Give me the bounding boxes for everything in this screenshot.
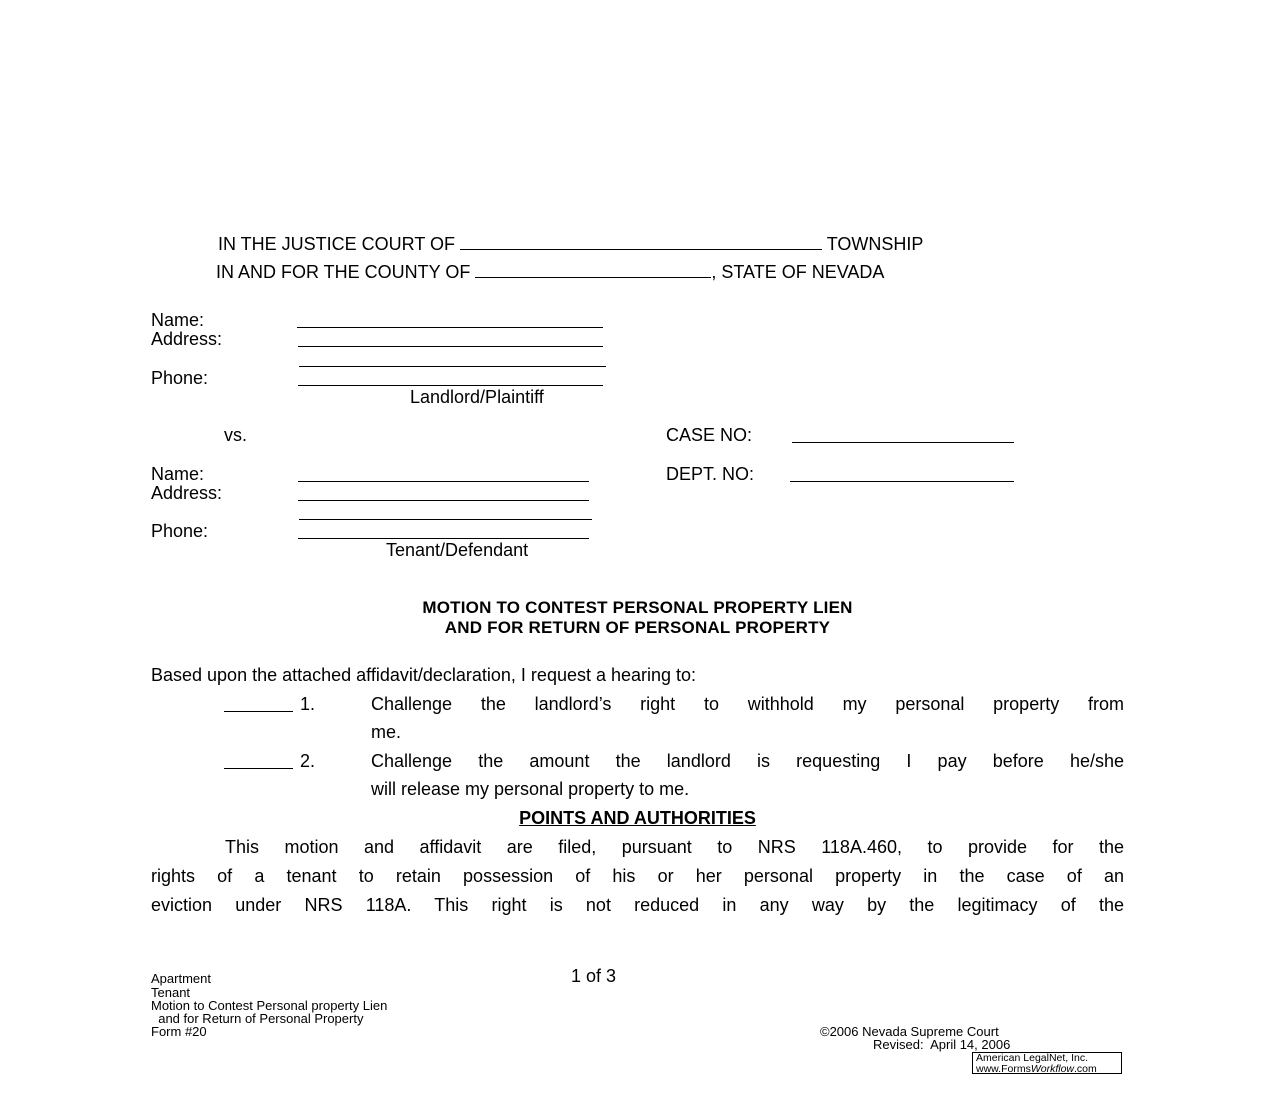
stamp-url-italic: Workflow [1030, 1063, 1075, 1075]
plaintiff-address-label: Address: [151, 329, 223, 349]
revised-date: Revised: April 14, 2006 [873, 1037, 1011, 1052]
plaintiff-address-field-2[interactable] [299, 366, 606, 367]
body-line-2: rights of a tenant to retain possession of his or her personal property in the case of an [151, 866, 1124, 886]
defendant-name-field[interactable] [298, 481, 589, 482]
stamp-company: American LegalNet, Inc. [976, 1052, 1089, 1064]
case-no-label: CASE NO: [666, 425, 753, 445]
defendant-role-label: Tenant/Defendant [386, 540, 529, 560]
stamp-url-suffix: .com [1074, 1063, 1097, 1075]
defendant-address-label: Address: [151, 483, 223, 503]
footer-left-line-5: Form #20 [151, 1024, 207, 1039]
footer-left-line-2: Tenant [151, 985, 191, 1000]
copyright-text: ©2006 Nevada Supreme Court [820, 1024, 999, 1039]
option-1-checkbox-blank[interactable] [224, 711, 293, 712]
court-caption-line-2 [216, 261, 884, 283]
plaintiff-name-label: Name: [151, 310, 205, 330]
footer-left-line-3: Motion to Contest Personal property Lien [151, 998, 388, 1013]
plaintiff-phone-label: Phone: [151, 368, 209, 388]
township-blank[interactable] [460, 233, 822, 250]
plaintiff-role-label: Landlord/Plaintiff [410, 387, 544, 407]
township-label: TOWNSHIP [826, 234, 924, 254]
defendant-name-label: Name: [151, 464, 205, 484]
footer-left-line-1: Apartment [151, 971, 211, 986]
state-label: , STATE OF NEVADA [711, 262, 885, 282]
option-2-text-line-1: Challenge the amount the landlord is requesting I pay before he/she [371, 751, 1124, 771]
document-title-line-2: AND FOR RETURN OF PERSONAL PROPERTY [444, 618, 831, 637]
option-2-checkbox-blank[interactable] [224, 768, 293, 769]
stamp-url [976, 1064, 1121, 1075]
option-1-number: 1. [300, 694, 316, 714]
stamp-url-prefix: www.Forms [976, 1063, 1031, 1075]
intro-text: Based upon the attached affidavit/declaration, I request a hearing to: [151, 665, 697, 685]
body-line-1: This motion and affidavit are filed, pursuant to NRS 118A.460, to provide for the [225, 837, 1124, 857]
option-1-text-line-1: Challenge the landlord’s right to withhold my personal property from [371, 694, 1124, 714]
plaintiff-name-field[interactable] [297, 327, 603, 328]
option-2-text-line-2: will release my personal property to me. [371, 779, 690, 799]
body-line-3: eviction under NRS 118A. This right is not reduced in any way by the legitimacy of the [151, 895, 1124, 915]
plaintiff-address-field-1[interactable] [298, 346, 603, 347]
county-blank[interactable] [475, 261, 711, 278]
dept-no-label: DEPT. NO: [666, 464, 755, 484]
county-prefix: IN AND FOR THE COUNTY OF [216, 262, 471, 282]
option-1-text-line-2: me. [371, 722, 402, 742]
versus-label: vs. [224, 425, 248, 445]
defendant-address-field-1[interactable] [298, 500, 589, 501]
defendant-address-field-2[interactable] [299, 519, 592, 520]
page-number: 1 of 3 [571, 966, 617, 986]
option-2-number: 2. [300, 751, 316, 771]
footer-left-line-4: and for Return of Personal Property [151, 1011, 364, 1026]
legalnet-stamp [972, 1052, 1122, 1074]
court-prefix: IN THE JUSTICE COURT OF [218, 234, 456, 254]
document-title-line-1: MOTION TO CONTEST PERSONAL PROPERTY LIEN [422, 598, 853, 617]
defendant-phone-label: Phone: [151, 521, 209, 541]
dept-no-field[interactable] [790, 481, 1014, 482]
court-caption-line-1 [218, 233, 923, 255]
case-no-field[interactable] [792, 442, 1014, 443]
section-heading: POINTS AND AUTHORITIES [519, 808, 756, 828]
